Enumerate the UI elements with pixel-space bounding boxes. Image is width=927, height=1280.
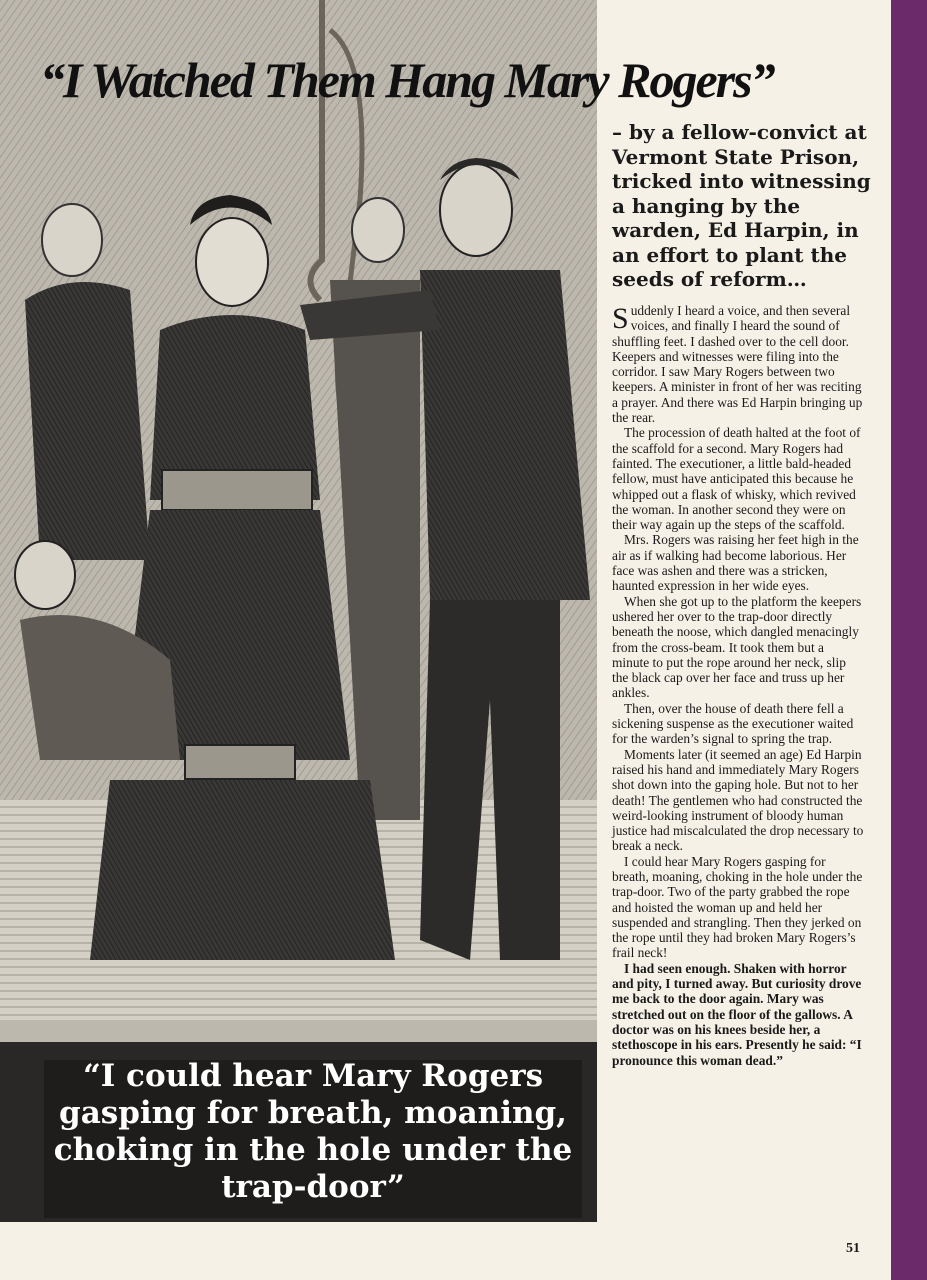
page-number: 51 [846,1241,860,1256]
article-paragraph-3: Mrs. Rogers was raising her feet high in the air as if walking had become laborious. Her face was ashen and there was a stricken, haunted expression in her wide eyes. [612,532,859,594]
article-paragraph-8: I had seen enough. Shaken with horror and pity, I turned away. But curiosity drove me back to the door again. Mary was stretched out on the floor of the gallows. A doctor was on his knees beside her, a stethoscope in his ears. Presently he said: “I pronounce this woman dead.” [612,960,862,1068]
headline: “I Watched Them Hang Mary Rogers” [40,52,774,108]
article-paragraph-5: Then, over the house of death there fell a sickening suspense as the executioner waited for the warden’s signal to spring the trap. [612,700,854,747]
article-paragraph-6: Moments later (it seemed an age) Ed Harpin raised his hand and immediately Mary Rogers shot down into the gaping hole. But not to her death! The gentlemen who had constructed the weird-looking instrument of bloody human justice had miscalculated the drop necessary to break a neck. [612,746,864,854]
article-paragraph-7: I could hear Mary Rogers gasping for breath, moaning, choking in the hole under the trap-door. Two of the party grabbed the rope and hoisted the woman up and held her suspended and strangling. Then they jerked on the rope until they had broken Mary Rogers’s frail neck! [612,853,863,961]
article-paragraph-4: When she got up to the platform the keepers ushered her over to the trap-door directly beneath the noose, which dangled menacingly from the cross-beam. It took them but a minute to put the rope around her neck, slip the black cap over her face and truss up her ankles. [612,593,862,701]
paragraph-text: uddenly I heard a voice, and then several voices, and finally I heard the sound of shuffling feet. I dashed over to the cell door. Keepers and witnesses were filing into the corridor. I saw Mary Rogers between two keepers. A minister in front of her was reciting a prayer. And there was Ed Harpin bringing up the rear. [612,303,863,426]
article-paragraph-2: The procession of death halted at the foot of the scaffold for a second. Mary Rogers had fainted. The executioner, a little bald-headed fellow, must have anticipated this because he whipped out a flask of whisky, which revived the woman. In another second they were on their way again up the steps of the scaffold. [612,425,861,533]
drop-cap: S [612,302,629,335]
article-paragraph-1 [612,303,864,425]
accent-bar [891,0,927,1280]
pull-quote: “I could hear Mary Rogers gasping for breath, moaning, choking in the hole under the trap-door” [53,1058,573,1205]
deck-subheadline: – by a fellow-convict at Vermont State Prison, tricked into witnessing a hanging by the warden, Ed Harpin, in an effort to plant the seeds of reform… [612,120,871,291]
article-body [612,303,864,1068]
